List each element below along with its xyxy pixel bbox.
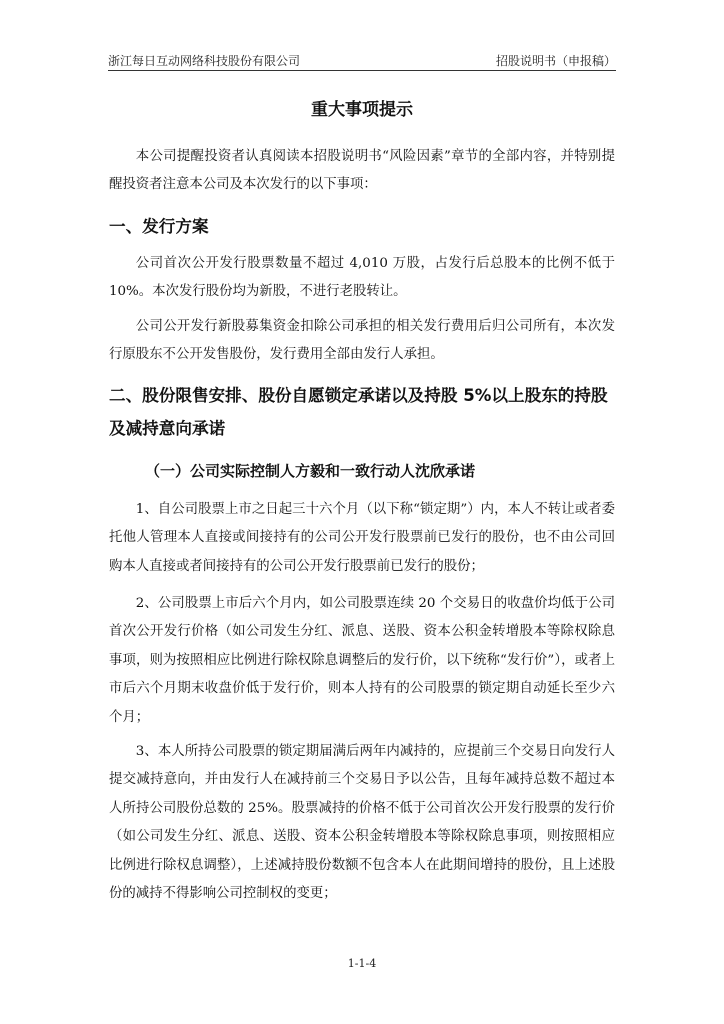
commitment-paragraph-3: 3、本人所持公司股票的锁定期届满后两年内减持的，应提前三个交易日向发行人提交减持意向，并由发行人在减持前三个交易日予以公告，且每年减持总数不超过本人所持公司股份总数的 25%。股票减持的价格不低于公司首次公开发行股票的发行价（如公司发生分红、派息、送股、资本公积金转增股本等除权除息事项，则按照相应比例进行除权息调整），上述减持股份数额不包含本人在此期间增持的股份，且上述股份的减持不得影响公司控制权的变更；	[109, 744, 615, 902]
commitment-paragraph-1: 1、自公司股票上市之日起三十六个月（以下称“锁定期”）内，本人不转让或者委托他人管理本人直接或间接持有的公司公开发行股票前已发行的股份，也不由公司回购本人直接或者间接持有的公司公开发行股票前已发行的股份；	[109, 502, 615, 574]
header-company: 浙江每日互动网络科技股份有限公司	[108, 54, 301, 68]
page-title: 重大事项提示	[311, 100, 413, 120]
section2-subheading-1: （一）公司实际控制人方毅和一致行动人沈欣承诺	[145, 462, 476, 480]
intro-paragraph: 本公司提醒投资者认真阅读本招股说明书“风险因素”章节的全部内容，并特别提醒投资者注意本公司及本次发行的以下事项：	[109, 149, 615, 193]
header-rule	[108, 70, 616, 71]
page-number: 1-1-4	[347, 957, 377, 970]
commitment-paragraph-2: 2、公司股票上市后六个月内，如公司股票连续 20 个交易日的收盘价均低于公司首次公开发行价格（如公司发生分红、派息、送股、资本公积金转增股本等除权除息事项，则为按照相应比例进行除权除息调整后的发行价，以下统称“发行价”），或者上市后六个月期末收盘价低于发行价，则本人持有的公司股票的锁定期自动延长至少六个月；	[109, 596, 615, 725]
section2-heading: 二、股份限售安排、股份自愿锁定承诺以及持股 5%以上股东的持股及减持意向承诺	[109, 386, 608, 438]
page-header	[108, 52, 616, 70]
section1-paragraph-2: 公司公开发行新股募集资金扣除公司承担的相关发行费用后归公司所有，本次发行原股东不公开发售股份，发行费用全部由发行人承担。	[109, 319, 615, 363]
section1-paragraph-1: 公司首次公开发行股票数量不超过 4,010 万股，占发行后总股本的比例不低于 10%。本次发行股份均为新股，不进行老股转让。	[109, 256, 615, 300]
section1-heading: 一、发行方案	[109, 217, 209, 236]
header-doc-type: 招股说明书（申报稿）	[495, 54, 616, 68]
